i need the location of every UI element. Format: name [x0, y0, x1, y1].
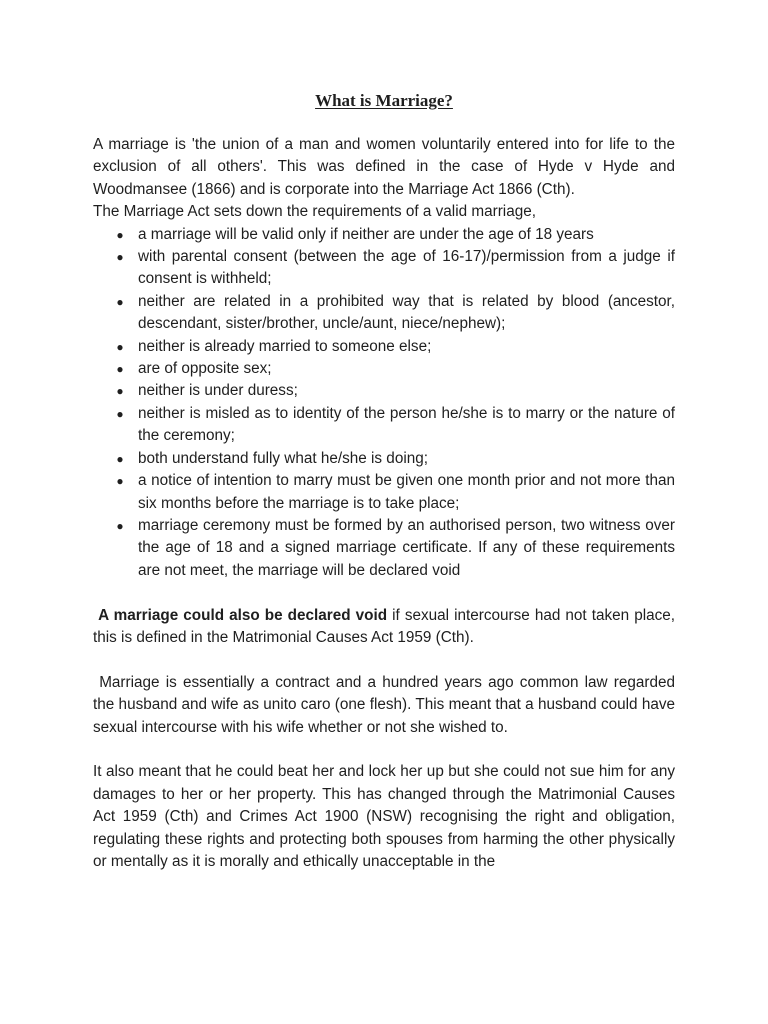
marriage-definition-paragraph: A marriage is 'the union of a man and women voluntarily entered into for life to the exclusion of all others'. This was defined in the case of Hyde v Hyde and Woodmansee (1866) and is corporate into the Marriage Act 1866 (Cth).: [93, 136, 675, 198]
void-marriage-paragraph: [93, 605, 675, 650]
requirements-intro: The Marriage Act sets down the requirements of a valid marriage,: [93, 203, 536, 221]
contract-paragraph-text: Marriage is essentially a contract and a hundred years ago common law regarded the husband and wife as unito caro (one flesh). This meant that a husband could have sexual intercourse with his wife whether or not she wished to.: [93, 673, 676, 736]
list-item: [93, 380, 675, 402]
bullet-icon: ●: [116, 227, 124, 242]
list-item-text: neither is misled as to identity of the person he/she is to marry or the nature of the ceremony;: [138, 404, 675, 445]
list-item-text: a notice of intention to marry must be given one month prior and not more than six months before the marriage is to take place;: [138, 472, 675, 512]
list-item-text: marriage ceremony must be formed by an authorised person, two witness over the age of 18 and a signed marriage certificate. If any of these requirements are not meet, the marriage will be declared void: [138, 516, 675, 579]
list-item: [93, 224, 675, 246]
list-item: [93, 336, 675, 358]
requirements-list: [93, 224, 675, 583]
contract-paragraph: [93, 672, 675, 739]
document-body: [93, 90, 675, 873]
list-item-text: neither is under duress;: [138, 382, 298, 400]
bullet-icon: ●: [116, 250, 124, 265]
bullet-icon: ●: [116, 339, 124, 354]
bullet-icon: ●: [116, 362, 124, 377]
list-item: [93, 470, 675, 515]
list-item: [93, 448, 675, 470]
bullet-icon: ●: [116, 518, 124, 533]
list-item: [93, 515, 675, 582]
bullet-icon: ●: [116, 474, 124, 489]
list-item: [93, 358, 675, 380]
list-item: [93, 291, 675, 336]
void-marriage-rest: if sexual intercourse had not taken place, this is defined in the Matrimonial Causes Act 1959 (Cth).: [93, 606, 676, 646]
bullet-icon: ●: [116, 451, 124, 466]
list-item: [93, 246, 675, 291]
document-title: What is Marriage?: [315, 91, 453, 110]
bullet-icon: ●: [116, 406, 124, 421]
list-item-text: neither are related in a prohibited way that is related by blood (ancestor, descendant, sister/brother, uncle/aunt, niece/nephew);: [138, 292, 675, 333]
list-item: [93, 403, 675, 448]
void-marriage-lead: A marriage could also be declared void: [98, 606, 388, 624]
bullet-icon: ●: [116, 384, 124, 399]
rights-paragraph: It also meant that he could beat her and lock her up but she could not sue him for any damages to her or her property. This has changed through the Matrimonial Causes Act 1959 (Cth) and Crimes Act 1900 (NSW) recognising the right and obligation, regulating these rights and protecting both spouses from harming the other physically or mentally as it is morally and ethically unacceptable in the: [93, 763, 675, 870]
list-item-text: with parental consent (between the age of 16-17)/permission from a judge if consent is withheld;: [138, 248, 675, 288]
list-item-text: both understand fully what he/she is doing;: [138, 449, 428, 467]
list-item-text: neither is already married to someone else;: [138, 337, 432, 355]
bullet-icon: ●: [116, 294, 124, 309]
list-item-text: are of opposite sex;: [138, 360, 272, 378]
list-item-text: a marriage will be valid only if neither are under the age of 18 years: [138, 225, 594, 243]
